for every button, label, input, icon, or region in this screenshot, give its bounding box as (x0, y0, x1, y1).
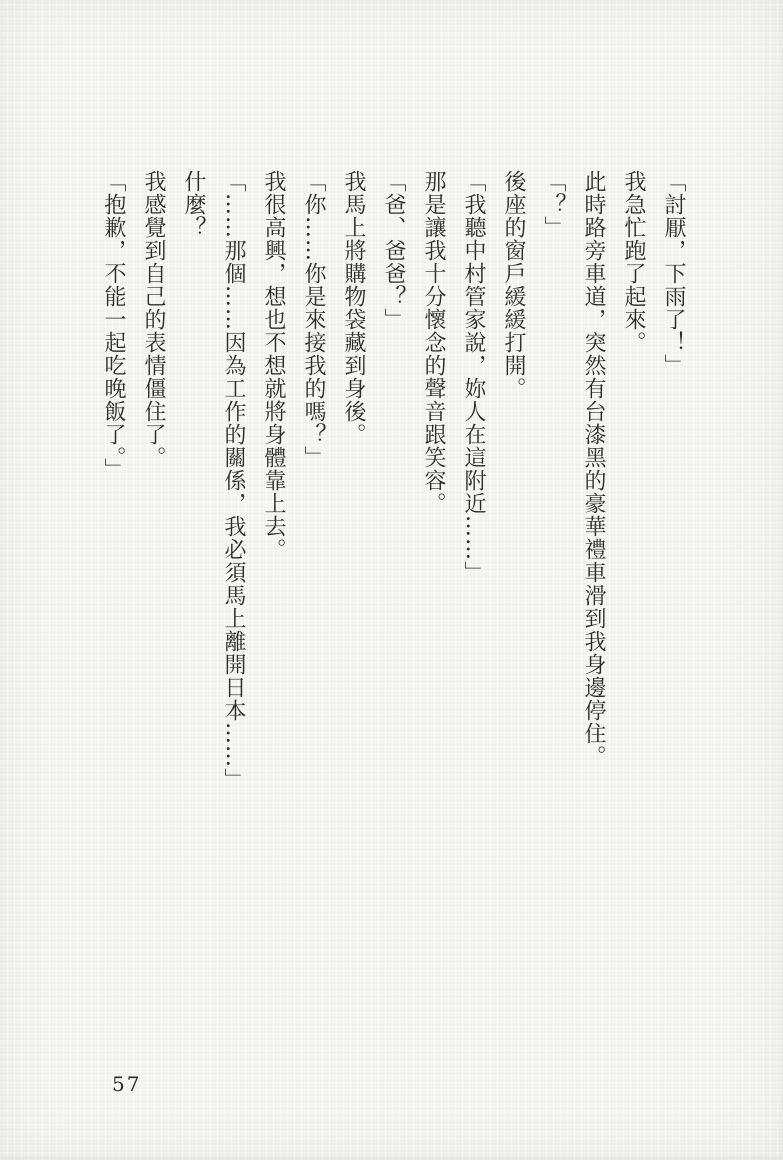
text-column: 那是讓我十分懷念的聲音跟笑容。 (421, 170, 446, 515)
text-column: 我急忙跑了起來。 (621, 170, 646, 354)
text-column: 後座的窗戶緩緩打開。 (501, 170, 526, 400)
text-column: 我馬上將購物袋藏到身後。 (341, 170, 366, 446)
text-column: 「……那個……因為工作的關係，我必須馬上離開日本……」 (221, 170, 246, 791)
text-column: 我很高興，想也不想就將身體靠上去。 (261, 170, 286, 561)
text-column: 「討厭，下雨了！」 (661, 170, 686, 377)
text-column: 「我聽中村管家說，妳人在這附近……」 (461, 170, 486, 584)
text-column: 什麼？ (181, 170, 206, 239)
text-column: 我感覺到自己的表情僵住了。 (141, 170, 166, 469)
text-block (93, 170, 693, 830)
text-column: 「爸、爸爸？」 (381, 170, 406, 331)
text-column: 「？」 (541, 170, 566, 239)
text-column: 此時路旁車道，突然有台漆黑的豪華禮車滑到我身邊停住。 (581, 170, 606, 768)
page-number: 57 (112, 1072, 142, 1096)
text-column: 「抱歉，不能一起吃晚飯了。」 (101, 170, 126, 481)
text-column: 「你……你是來接我的嗎？」 (301, 170, 326, 469)
